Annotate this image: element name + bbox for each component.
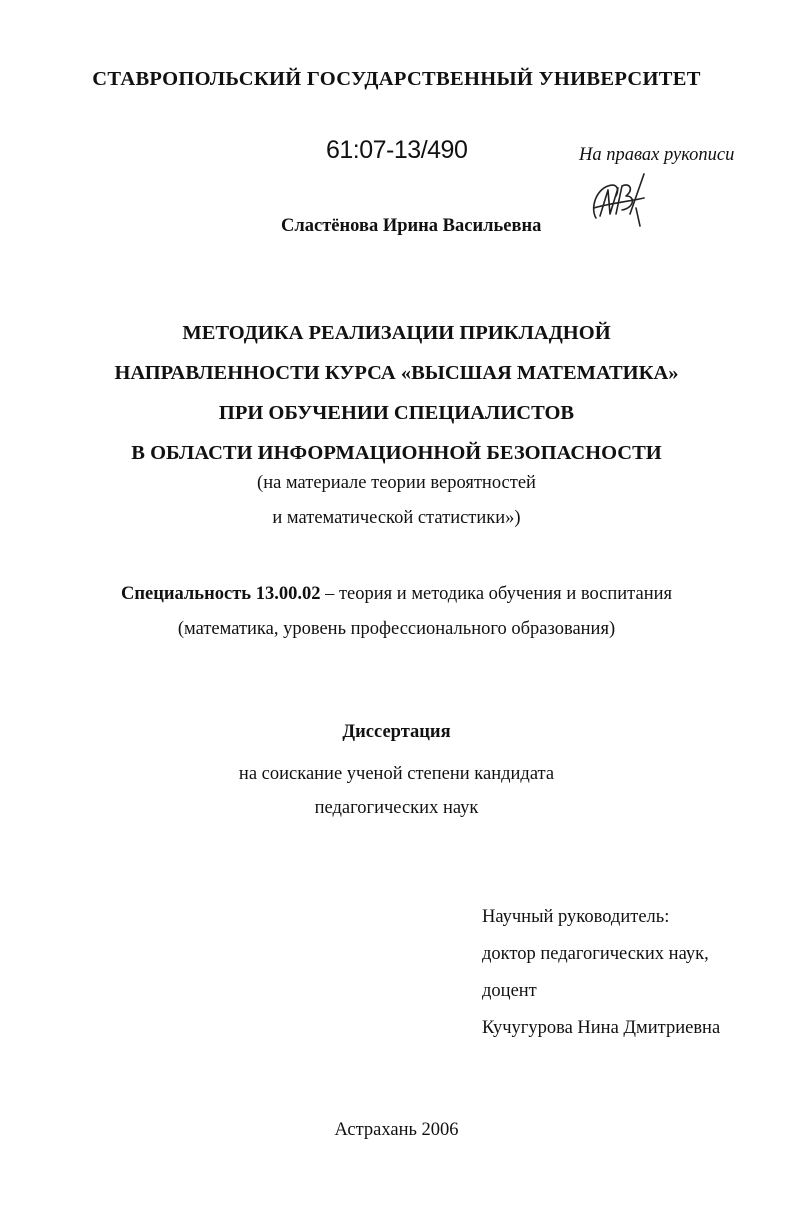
specialty-line [0,577,793,612]
manuscript-rights-note: На правах рукописи [579,145,735,165]
supervisor-line: доцент [482,981,537,1001]
supervisor-line: доктор педагогических наук, [482,944,709,964]
specialty-block [0,577,793,647]
title-line: В ОБЛАСТИ ИНФОРМАЦИОННОЙ БЕЗОПАСНОСТИ [131,442,662,464]
subtitle-line: (на материале теории вероятностей [257,473,536,493]
title-line: ПРИ ОБУЧЕНИИ СПЕЦИАЛИСТОВ [218,402,575,424]
specialty-line-2: (математика, уровень профессионального образования) [177,619,616,639]
title-line: МЕТОДИКА РЕАЛИЗАЦИИ ПРИКЛАДНОЙ [182,322,611,344]
dissertation-subtitle [0,466,793,536]
author-name: Сластёнова Ирина Васильевна [281,216,542,236]
specialty-code: Специальность 13.00.02 [120,584,321,604]
supervisor-line: Научный руководитель: [482,907,670,927]
specialty-text: – теория и методика обучения и воспитания [320,584,673,604]
dissertation-title [0,313,793,473]
subtitle-line: и математической статистики») [272,508,521,528]
degree-line: на соискание ученой степени кандидата [238,764,555,784]
city-year: Астрахань 2006 [334,1120,459,1140]
dissertation-heading: Диссертация [342,722,451,742]
supervisor-block [482,899,720,1047]
supervisor-line: Кучугурова Нина Дмитриевна [482,1018,721,1038]
degree-line: педагогических наук [314,798,479,818]
archive-code: 61:07-13/490 [326,136,468,164]
title-line: НАПРАВЛЕННОСТИ КУРСА «ВЫСШАЯ МАТЕМАТИКА» [114,362,679,384]
university-name: СТАВРОПОЛЬСКИЙ ГОСУДАРСТВЕННЫЙ УНИВЕРСИТЕТ [92,68,701,90]
signature-icon [586,168,652,234]
dissertation-degree [0,757,793,825]
